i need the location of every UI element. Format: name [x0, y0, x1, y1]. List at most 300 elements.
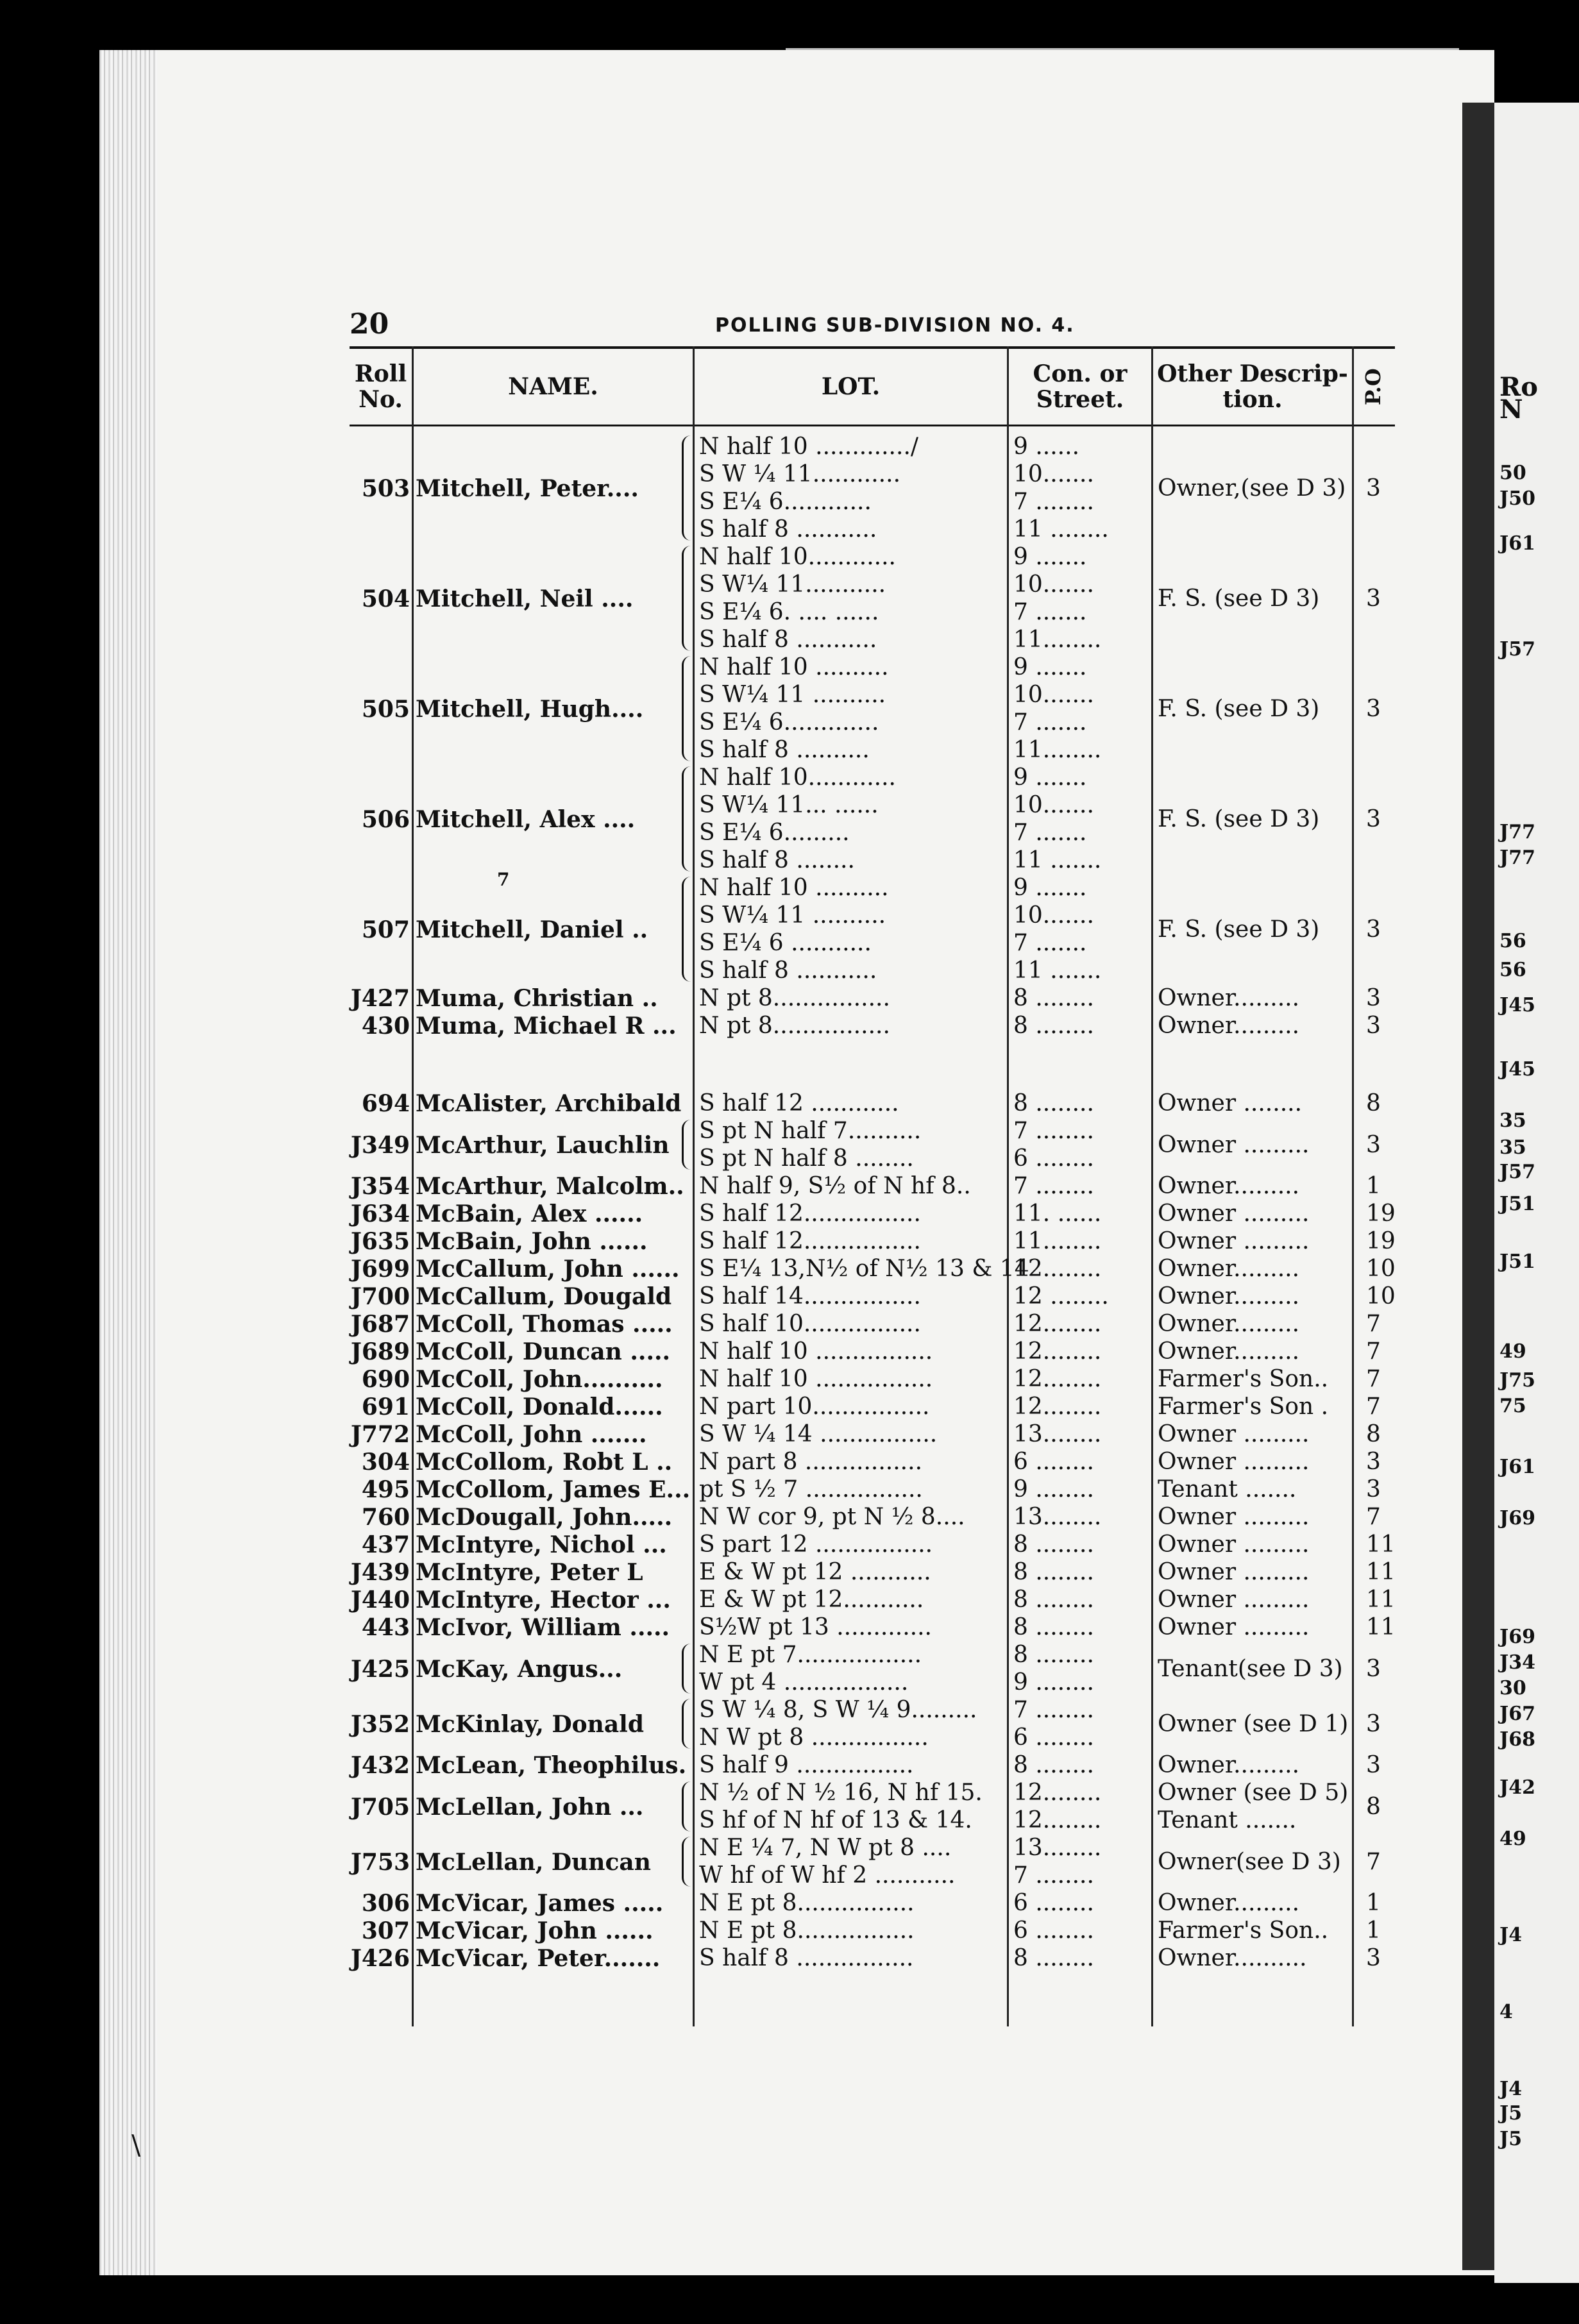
lot-description: S W ¼ 11............ [699, 461, 901, 487]
roll-number: 505 [361, 695, 410, 723]
facing-page-edge [1494, 103, 1579, 2283]
post-office-number: 11 [1366, 1614, 1396, 1640]
voter-name: Mitchell, Daniel .. [416, 916, 648, 943]
concession: 6 ........ [1013, 1449, 1094, 1475]
post-office-number: 3 [1366, 1752, 1381, 1778]
lot-description: N pt 8................ [699, 985, 890, 1011]
other-description: Owner......... [1158, 1752, 1300, 1778]
concession: 8 ........ [1013, 1531, 1094, 1558]
lot-description: N half 9, S½ of N hf 8.. [699, 1173, 971, 1199]
concession: 10....... [1013, 461, 1094, 487]
other-description: Owner ......... [1158, 1531, 1310, 1558]
voter-name: McLellan, John ... [416, 1793, 644, 1821]
grouping-brace [682, 546, 693, 651]
post-office-number: 3 [1366, 1013, 1381, 1039]
column-header-name-text: NAME. [508, 373, 598, 400]
roll-number: 760 [361, 1504, 410, 1531]
lot-description: S half 9 ................ [699, 1752, 914, 1778]
voter-name: McIntyre, Hector ... [416, 1587, 671, 1613]
lot-description: S half 8 .......... [699, 737, 870, 763]
concession: 11........ [1013, 627, 1102, 653]
voter-name: McLellan, Duncan [416, 1848, 651, 1876]
voter-name: McVicar, Peter....... [416, 1945, 661, 1972]
page-gutter [99, 50, 157, 2275]
roll-number: J439 [350, 1559, 410, 1586]
column-header-po [1354, 349, 1392, 425]
lot-description: S E¼ 6......... [699, 820, 850, 846]
voter-name: Mitchell, Alex .... [416, 805, 636, 833]
concession: 12........ [1013, 1394, 1102, 1420]
lot-description: S half 12 ............ [699, 1090, 899, 1116]
facing-page-roll-fragment: 75 [1499, 1395, 1526, 1417]
concession: 7 ....... [1013, 599, 1087, 625]
grouping-brace [682, 1781, 693, 1831]
running-title: POLLING SUB-DIVISION NO. 4. [715, 314, 1075, 337]
lot-description: N E pt 8................ [699, 1917, 915, 1944]
lot-description: S E¼ 6. .... ...... [699, 599, 879, 625]
facing-page-roll-fragment: J51 [1499, 1193, 1535, 1215]
lot-description: S half 8 ........... [699, 516, 877, 543]
grouping-brace [682, 1699, 693, 1749]
lot-description: N part 10................ [699, 1394, 930, 1420]
post-office-number: 3 [1366, 985, 1381, 1011]
lot-description: S½W pt 13 ............. [699, 1614, 932, 1640]
lot-description: S W¼ 11........... [699, 571, 886, 598]
table-header-rule [350, 425, 1395, 426]
concession: 12........ [1013, 1256, 1102, 1282]
lot-description: N E pt 7................. [699, 1642, 922, 1668]
corner-mark: \ [131, 2129, 141, 2160]
lot-description: N E ¼ 7, N W pt 8 .... [699, 1835, 952, 1861]
concession: 7 ........ [1013, 1697, 1094, 1723]
lot-description: S half 10................ [699, 1311, 921, 1337]
concession: 7 ....... [1013, 930, 1087, 956]
roll-number: J689 [350, 1338, 410, 1365]
voter-name: McCollom, Robt L .. [416, 1449, 673, 1476]
facing-page-roll-fragment: J68 [1499, 1728, 1535, 1751]
facing-page-roll-fragment: J42 [1499, 1776, 1535, 1799]
roll-number: J440 [350, 1587, 410, 1613]
concession: 8 ........ [1013, 1945, 1094, 1971]
lot-description: S W¼ 11 .......... [699, 902, 886, 929]
page-number: 20 [350, 308, 389, 341]
roll-number: 430 [361, 1013, 410, 1040]
roll-number: J634 [350, 1200, 410, 1227]
other-description: Owner ......... [1158, 1614, 1310, 1640]
lot-description: S half 8 ........ [699, 847, 855, 873]
concession: 7 ........ [1013, 1118, 1094, 1144]
concession: 7 ........ [1013, 1173, 1094, 1199]
concession: 9 ....... [1013, 654, 1087, 680]
concession: 6 ........ [1013, 1917, 1094, 1944]
concession: 7 ....... [1013, 820, 1087, 846]
voter-name: Mitchell, Peter.... [416, 475, 639, 502]
other-description: Owner ........ [1158, 1090, 1303, 1116]
roll-number: 306 [361, 1890, 410, 1917]
lot-description: N half 10............ [699, 544, 897, 570]
concession: 8 ........ [1013, 1614, 1094, 1640]
lot-description: N half 10............ [699, 764, 897, 791]
post-office-number: 3 [1366, 695, 1381, 722]
voter-name: McAlister, Archibald [416, 1090, 682, 1117]
voter-name: McColl, Donald...... [416, 1394, 663, 1420]
post-office-number: 3 [1366, 805, 1381, 832]
concession: 9 ........ [1013, 1476, 1094, 1503]
post-office-number: 19 [1366, 1228, 1396, 1254]
column-header-lot-text: LOT. [821, 373, 881, 400]
column-header-con [1009, 349, 1151, 425]
voter-name: McDougall, John..... [416, 1504, 673, 1531]
roll-number: J349 [350, 1131, 410, 1159]
other-description: Farmer's Son.. [1158, 1917, 1329, 1944]
lot-description: E & W pt 12........... [699, 1587, 924, 1613]
lot-description: S half 12................ [699, 1200, 921, 1227]
voter-name: McCollom, James E... [416, 1476, 691, 1503]
page-header [350, 308, 1453, 340]
post-office-number: 7 [1366, 1504, 1381, 1530]
lot-description: N E pt 8................ [699, 1890, 915, 1916]
roll-number: 507 [361, 916, 410, 943]
post-office-number: 11 [1366, 1559, 1396, 1585]
facing-page-roll-fragment: Ro [1499, 372, 1538, 402]
post-office-number: 10 [1366, 1283, 1396, 1309]
roll-number: J425 [350, 1655, 410, 1683]
roll-number: J753 [350, 1848, 410, 1876]
facing-page-roll-fragment: J5 [1499, 2102, 1523, 2125]
concession: 13........ [1013, 1504, 1102, 1530]
voter-name: McKay, Angus... [416, 1655, 623, 1683]
other-description: Owner......... [1158, 1311, 1300, 1337]
facing-page-roll-fragment: 50 [1499, 462, 1526, 484]
book-spine [1462, 103, 1494, 2270]
lot-description: N ½ of N ½ 16, N hf 15. [699, 1780, 983, 1806]
grouping-brace [682, 1120, 693, 1170]
post-office-number: 1 [1366, 1890, 1381, 1916]
other-description: Owner......... [1158, 1338, 1300, 1365]
column-header-name [414, 349, 693, 425]
facing-page-roll-fragment: 35 [1499, 1109, 1526, 1132]
post-office-number: 3 [1366, 585, 1381, 612]
voter-name: McIntyre, Nichol ... [416, 1531, 667, 1558]
facing-page-roll-fragment: J4 [1499, 1924, 1523, 1946]
concession: 10....... [1013, 902, 1094, 929]
other-description: Owner......... [1158, 1013, 1300, 1039]
roll-number: 503 [361, 475, 410, 502]
other-description: Owner......... [1158, 1890, 1300, 1916]
other-description: Owner ......... [1158, 1449, 1310, 1475]
concession: 11 ....... [1013, 957, 1102, 984]
post-office-number: 10 [1366, 1256, 1396, 1282]
voter-name: Mitchell, Hugh.... [416, 695, 644, 723]
roll-number: J700 [350, 1283, 410, 1310]
voter-name: McArthur, Malcolm.. [416, 1173, 684, 1200]
voter-name: McCallum, Dougald [416, 1283, 672, 1310]
voter-name: McIvor, William ..... [416, 1614, 670, 1641]
facing-page-roll-fragment: J51 [1499, 1250, 1535, 1273]
roll-number: 504 [361, 585, 410, 612]
lot-description: N W pt 8 ................ [699, 1724, 929, 1751]
grouping-brace [682, 656, 693, 761]
post-office-number: 7 [1366, 1848, 1381, 1875]
concession: 7 ....... [1013, 709, 1087, 736]
post-office-number: 3 [1366, 1449, 1381, 1475]
grouping-brace [682, 1644, 693, 1694]
concession: 9 ....... [1013, 764, 1087, 791]
other-description: F. S. (see D 3) [1158, 695, 1320, 722]
facing-page-roll-fragment: 35 [1499, 1136, 1526, 1159]
grouping-brace [682, 877, 693, 982]
roll-number: 506 [361, 805, 410, 833]
voter-name: Muma, Christian .. [416, 985, 658, 1012]
roll-number: 307 [361, 1917, 410, 1944]
voter-name: McVicar, James ..... [416, 1890, 664, 1917]
column-header-lot [695, 349, 1007, 425]
lot-description: S W ¼ 8, S W ¼ 9......... [699, 1697, 977, 1723]
concession: 6 ........ [1013, 1890, 1094, 1916]
voter-name: McColl, Thomas ..... [416, 1311, 673, 1338]
facing-page-roll-fragment: J57 [1499, 638, 1535, 661]
post-office-number: 7 [1366, 1366, 1381, 1392]
facing-page-roll-fragment: N [1499, 394, 1523, 425]
other-description: Owner ......... [1158, 1228, 1310, 1254]
concession: 6 ........ [1013, 1145, 1094, 1172]
post-office-number: 1 [1366, 1917, 1381, 1944]
concession: 7 ........ [1013, 1862, 1094, 1889]
concession: 11. ...... [1013, 1200, 1102, 1227]
roll-number: J354 [350, 1173, 410, 1200]
lot-description: S W¼ 11 .......... [699, 682, 886, 708]
lot-description: S half 8 ........... [699, 627, 877, 653]
facing-page-roll-fragment: 4 [1499, 2001, 1513, 2023]
facing-page-roll-fragment: J69 [1499, 1507, 1535, 1529]
other-description: Owner ......... [1158, 1504, 1310, 1530]
facing-page-roll-fragment: J4 [1499, 2078, 1523, 2100]
post-office-number: 1 [1366, 1173, 1381, 1199]
concession: 8 ........ [1013, 1559, 1094, 1585]
roll-number: J635 [350, 1228, 410, 1255]
lot-description: N half 10 .......... [699, 654, 889, 680]
lot-description: N half 10 ............./ [699, 434, 919, 460]
lot-description: S half 14................ [699, 1283, 921, 1309]
voter-name: McBain, Alex ...... [416, 1200, 643, 1227]
lot-description: S E¼ 6............. [699, 709, 879, 736]
facing-page-roll-fragment: J61 [1499, 1456, 1535, 1478]
post-office-number: 3 [1366, 475, 1381, 501]
column-header-description [1153, 349, 1352, 425]
concession: 12........ [1013, 1338, 1102, 1365]
voter-name: McBain, John ...... [416, 1228, 648, 1255]
roll-number: 690 [361, 1366, 410, 1393]
roll-number: 443 [361, 1614, 410, 1641]
concession: 13........ [1013, 1835, 1102, 1861]
facing-page-roll-fragment: J45 [1499, 1058, 1535, 1081]
concession: 11 ........ [1013, 516, 1109, 543]
concession: 8 ........ [1013, 985, 1094, 1011]
roll-number: J687 [350, 1311, 410, 1338]
post-office-number: 11 [1366, 1587, 1396, 1613]
post-office-number: 3 [1366, 1655, 1381, 1682]
post-office-number: 8 [1366, 1793, 1381, 1820]
lot-description: S E¼ 13,N½ of N½ 13 & 14 [699, 1256, 1029, 1282]
concession: 12........ [1013, 1366, 1102, 1392]
roll-number: J432 [350, 1752, 410, 1779]
facing-page-roll-fragment: J67 [1499, 1703, 1535, 1725]
column-header-po-text: P.O [1361, 368, 1385, 405]
concession: 12........ [1013, 1311, 1102, 1337]
lot-description: N pt 8................ [699, 1013, 890, 1039]
other-description: Owner ......... [1158, 1131, 1310, 1158]
other-description: Owner......... [1158, 1173, 1300, 1199]
concession: 11........ [1013, 1228, 1102, 1254]
concession: 8 ........ [1013, 1587, 1094, 1613]
concession: 11 ....... [1013, 847, 1102, 873]
lot-description: S W ¼ 14 ................ [699, 1421, 938, 1447]
column-header-description-line1: Other Descrip- [1157, 360, 1348, 387]
concession: 9 ........ [1013, 1669, 1094, 1696]
concession: 12........ [1013, 1807, 1102, 1833]
voter-name: McLean, Theophilus. [416, 1752, 687, 1779]
lot-description: N part 8 ................ [699, 1449, 923, 1475]
concession: 12........ [1013, 1780, 1102, 1806]
concession: 10....... [1013, 682, 1094, 708]
voter-name: McColl, John.......... [416, 1366, 663, 1393]
other-description: Tenant(see D 3) [1158, 1655, 1343, 1682]
concession: 12 ........ [1013, 1283, 1109, 1309]
lot-description: S pt N half 7.......... [699, 1118, 922, 1144]
column-header-roll-line1: Roll [354, 360, 407, 387]
other-description: Owner ......... [1158, 1200, 1310, 1227]
lot-description: N W cor 9, pt N ½ 8.... [699, 1504, 965, 1530]
concession: 9 ...... [1013, 434, 1080, 460]
lot-description: S W¼ 11... ...... [699, 792, 879, 818]
facing-page-roll-fragment: J45 [1499, 994, 1535, 1016]
other-description: Owner ......... [1158, 1421, 1310, 1447]
post-office-number: 19 [1366, 1200, 1396, 1227]
post-office-number: 8 [1366, 1090, 1381, 1116]
stray-mark: 7 [497, 869, 510, 890]
lot-description: S part 12 ................ [699, 1531, 933, 1558]
lot-description: N half 10 .......... [699, 875, 889, 901]
facing-page-roll-fragment: J77 [1499, 846, 1535, 869]
facing-page-roll-fragment: J61 [1499, 532, 1535, 555]
other-description: F. S. (see D 3) [1158, 805, 1320, 832]
voter-name: Mitchell, Neil .... [416, 585, 634, 612]
lot-description: S E¼ 6............ [699, 489, 872, 515]
concession: 8 ........ [1013, 1642, 1094, 1668]
other-description: Owner......... [1158, 1256, 1300, 1282]
post-office-number: 3 [1366, 1945, 1381, 1971]
voter-list-table [350, 346, 1395, 2026]
lot-description: S half 8 ........... [699, 957, 877, 984]
column-header-roll-line2: No. [359, 386, 403, 413]
voter-name: Muma, Michael R ... [416, 1013, 677, 1040]
other-description: Owner ......... [1158, 1587, 1310, 1613]
concession: 9 ....... [1013, 544, 1087, 570]
voter-name: McCallum, John ...... [416, 1256, 680, 1283]
concession: 10....... [1013, 792, 1094, 818]
concession: 8 ........ [1013, 1090, 1094, 1116]
post-office-number: 7 [1366, 1394, 1381, 1420]
other-description: F. S. (see D 3) [1158, 916, 1320, 943]
concession: 6 ........ [1013, 1724, 1094, 1751]
column-header-description-line2: tion. [1222, 386, 1283, 413]
post-office-number: 3 [1366, 1131, 1381, 1158]
other-description: Owner (see D 1) [1158, 1710, 1349, 1737]
concession: 7 ........ [1013, 489, 1094, 515]
roll-number: J705 [350, 1793, 410, 1821]
other-description: Owner(see D 3) [1158, 1848, 1341, 1875]
roll-number: J352 [350, 1710, 410, 1738]
roll-number: 304 [361, 1449, 410, 1476]
roll-number: J427 [350, 985, 410, 1012]
roll-number: 694 [361, 1090, 410, 1117]
grouping-brace [682, 1837, 693, 1887]
voter-name: McKinlay, Donald [416, 1710, 645, 1738]
other-description: Owner (see D 5) [1158, 1780, 1349, 1806]
facing-page-roll-fragment: J5 [1499, 2128, 1523, 2150]
concession: 10....... [1013, 571, 1094, 598]
lot-description: S hf of N hf of 13 & 14. [699, 1807, 972, 1833]
column-header-con-line1: Con. or [1033, 360, 1127, 387]
lot-description: S E¼ 6 ........... [699, 930, 872, 956]
other-description: Tenant ....... [1158, 1476, 1297, 1503]
facing-page-roll-fragment: 56 [1499, 930, 1526, 952]
lot-description: N half 10 ................ [699, 1338, 933, 1365]
grouping-brace [682, 435, 693, 541]
post-office-number: 7 [1366, 1311, 1381, 1337]
lot-description: pt S ½ 7 ................ [699, 1476, 923, 1503]
roll-number: J426 [350, 1945, 410, 1972]
facing-page-roll-fragment: J77 [1499, 821, 1535, 843]
facing-page-roll-fragment: J50 [1499, 487, 1535, 510]
roll-number: J699 [350, 1256, 410, 1283]
concession: 11........ [1013, 737, 1102, 763]
lot-description: E & W pt 12 ........... [699, 1559, 931, 1585]
facing-page-roll-fragment: J69 [1499, 1626, 1535, 1648]
facing-page-roll-fragment: J57 [1499, 1161, 1535, 1183]
facing-page-roll-fragment: 49 [1499, 1340, 1526, 1363]
concession: 13........ [1013, 1421, 1102, 1447]
facing-page-roll-fragment: J34 [1499, 1651, 1535, 1674]
roll-number: 495 [361, 1476, 410, 1503]
voter-name: McVicar, John ...... [416, 1917, 654, 1944]
grouping-brace [682, 766, 693, 872]
concession: 8 ........ [1013, 1013, 1094, 1039]
lot-description: W hf of W hf 2 ........... [699, 1862, 956, 1889]
lot-description: S half 8 ................ [699, 1945, 914, 1971]
other-description: Owner ......... [1158, 1559, 1310, 1585]
other-description: Owner......... [1158, 1283, 1300, 1309]
other-description: Owner.......... [1158, 1945, 1307, 1971]
post-office-number: 3 [1366, 916, 1381, 943]
other-description: Farmer's Son.. [1158, 1366, 1329, 1392]
facing-page-roll-fragment: 49 [1499, 1828, 1526, 1850]
column-header-roll [350, 349, 412, 425]
other-description: Tenant ....... [1158, 1807, 1297, 1833]
facing-page-roll-fragment: 30 [1499, 1677, 1526, 1699]
column-header-con-line2: Street. [1036, 386, 1124, 413]
lot-description: S pt N half 8 ........ [699, 1145, 914, 1172]
lot-description: W pt 4 ................. [699, 1669, 909, 1696]
other-description: Owner......... [1158, 985, 1300, 1011]
roll-number: 437 [361, 1531, 410, 1558]
post-office-number: 3 [1366, 1476, 1381, 1503]
concession: 9 ....... [1013, 875, 1087, 901]
post-office-number: 11 [1366, 1531, 1396, 1558]
other-description: Farmer's Son . [1158, 1394, 1329, 1420]
concession: 8 ........ [1013, 1752, 1094, 1778]
voter-name: McColl, John ....... [416, 1421, 647, 1448]
